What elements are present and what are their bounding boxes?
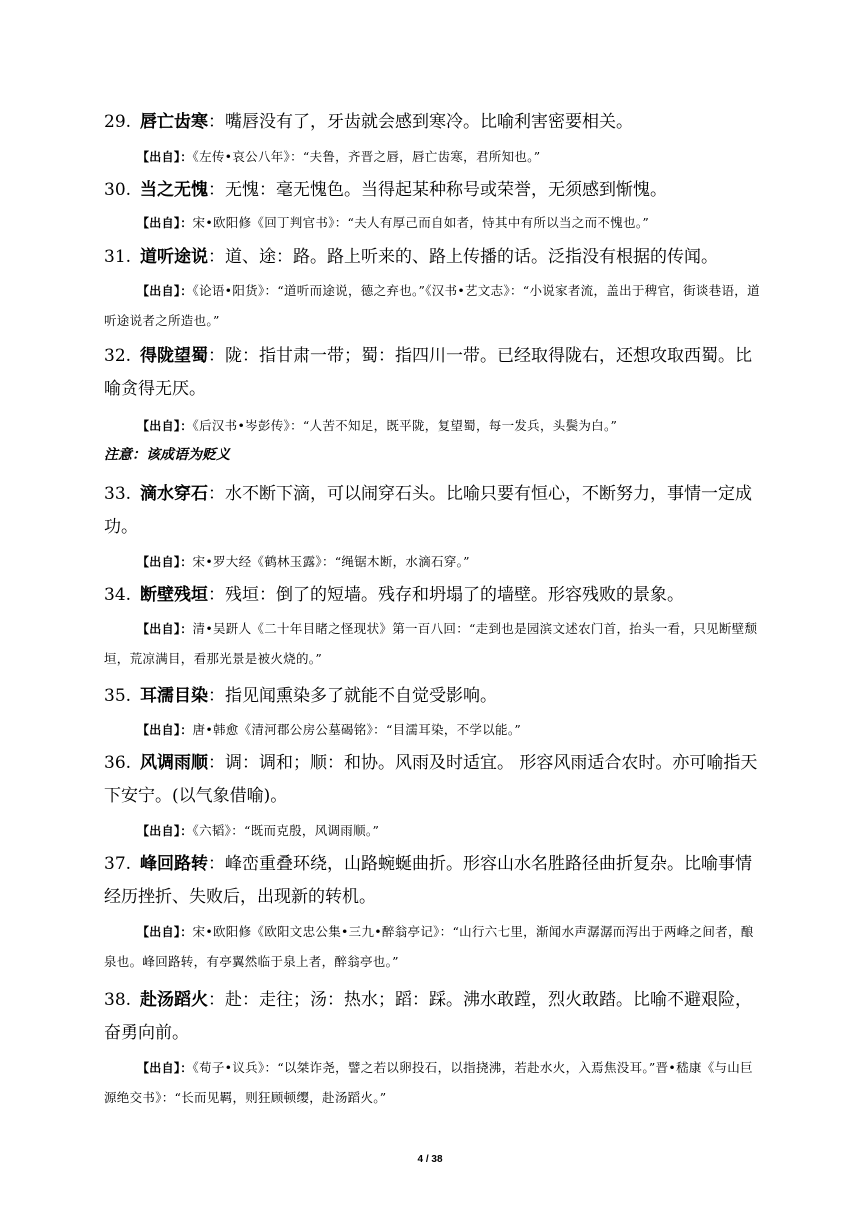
idiom-source [104,917,760,977]
source-text: 《论语•阳货》：“道听而途说，德之弃也。”《汉书•艺文志》：“小说家者流，盖出于稗官，街谈巷语，道听途说者之所造也。” [104,283,760,328]
idiom-term: 耳濡目染 [140,686,208,706]
idiom-entry [104,340,764,406]
source-tag: 【出自】： [137,419,193,433]
idiom-entry [104,680,764,713]
idiom-definition: ：嘴唇没有了，牙齿就会感到寒冷。比喻利害密要相关。 [208,112,633,132]
idiom-source [104,614,760,674]
idiom-entry [104,984,764,1050]
entry-number: 34. [104,585,132,605]
entry-number: 31. [104,247,132,267]
entry-number: 33. [104,484,132,504]
idiom-term: 赴汤蹈火 [140,990,208,1010]
idiom-entry [104,848,764,914]
entry-number: 36. [104,753,132,773]
idiom-term: 峰回路转 [140,854,208,874]
idiom-term: 断壁残垣 [140,585,208,605]
idiom-term: 滴水穿石 [140,484,208,504]
source-text: 宋•欧阳修《回丁判官书》：“夫人有厚己而自如者，恃其中有所以当之而不愧也。” [192,215,650,230]
idiom-source [104,411,760,441]
source-tag: 【出自】： [137,150,193,164]
source-text: 《荀子•议兵》：“以桀诈尧，譬之若以卵投石，以指挠沸，若赴水火，入焉焦没耳。”晋•嵇康《与山巨源绝交书》：“长而见羁，则狂顾顿缨，赴汤蹈火。” [104,1060,753,1105]
idiom-entry [104,174,764,207]
idiom-term: 当之无愧 [140,180,208,200]
entry-number: 35. [104,686,132,706]
source-tag: 【出自】： [137,284,193,298]
idiom-definition: ：指见闻熏染多了就能不自觉受影响。 [208,686,497,706]
idiom-definition: ：无愧：毫无愧色。当得起某种称号或荣誉，无须感到惭愧。 [208,180,667,200]
source-text: 宋•罗大经《鹤林玉露》：“绳锯木断，水滴石穿。” [192,554,470,569]
idiom-definition: ：水不断下滴，可以闹穿石头。比喻只要有恒心，不断努力，事情一定成功。 [104,484,752,537]
idiom-definition: ：峰峦重叠环绕，山路蜿蜒曲折。形容山水名胜路径曲折复杂。比喻事情经历挫折、失败后，出现新的转机。 [104,854,752,907]
source-tag: 【出自】： [137,622,193,636]
idiom-definition: ：陇：指甘肃一带；蜀：指四川一带。已经取得陇右，还想攻取西蜀。比喻贪得无厌。 [104,346,752,399]
idiom-source [104,276,760,336]
source-text: 宋•欧阳修《欧阳文忠公集•三九•醉翁亭记》：“山行六七里，渐闻水声潺潺而泻出于两峰之间者，酿泉也。峰回路转，有亭翼然临于泉上者，醉翁亭也。” [104,924,754,969]
idiom-source [104,142,760,172]
source-tag: 【出自】： [137,555,193,569]
entry-number: 32. [104,346,132,366]
source-text: 《六韬》：“既而克殷，风调雨顺。” [192,823,380,838]
source-tag: 【出自】： [137,925,193,939]
entry-number: 37. [104,854,132,874]
idiom-entry [104,579,764,612]
idiom-source [104,816,760,846]
page-number: 4 / 38 [417,1154,443,1165]
entry-number: 30. [104,180,132,200]
source-tag: 【出自】： [137,824,193,838]
idiom-term: 唇亡齿寒 [140,112,208,132]
idiom-term: 风调雨顺 [140,753,208,773]
source-text: 唐•韩愈《清河郡公房公墓碣铭》：“目濡耳染，不学以能。” [192,722,522,737]
idiom-definition: ：残垣：倒了的短墙。残存和坍塌了的墙壁。形容残败的景象。 [208,585,684,605]
source-tag: 【出自】： [137,216,193,230]
idiom-source [104,547,760,577]
source-text: 《左传•哀公八年》：“夫鲁，齐晋之唇，唇亡齿寒，君所知也。” [192,149,541,164]
idiom-entry [104,478,764,544]
idiom-definition: ：道、途：路。路上听来的、路上传播的话。泛指没有根据的传闻。 [208,247,718,267]
idiom-entry [104,747,764,813]
idiom-definition: ：赴：走往；汤：热水；蹈：踩。沸水敢蹚，烈火敢踏。比喻不避艰险，奋勇向前。 [104,990,752,1043]
idiom-entry [104,106,764,139]
idiom-entry [104,241,764,274]
entry-number: 38. [104,990,132,1010]
entry-number: 29. [104,112,132,132]
idiom-definition: ：调：调和；顺：和协。风雨及时适宜。 形容风雨适合农时。亦可喻指天下安宁。(以气象借喻)。 [104,753,758,806]
source-tag: 【出自】： [137,723,193,737]
idiom-term: 得陇望蜀 [140,346,208,366]
idiom-source [104,208,760,238]
idiom-source [104,715,760,745]
idiom-source [104,1053,760,1113]
note-text: 注意：该成语为贬义 [104,447,230,463]
source-text: 《后汉书•岑彭传》：“人苦不知足，既平陇，复望蜀，每一发兵，头鬓为白。” [192,418,618,433]
source-tag: 【出自】： [137,1061,193,1075]
source-text: 清•吴趼人《二十年目睹之怪现状》第一百八回：“走到也是园滨文述农门首，抬头一看，只见断壁颓垣，荒凉满目，看那光景是被火烧的。” [104,621,758,666]
idiom-term: 道听途说 [140,247,208,267]
